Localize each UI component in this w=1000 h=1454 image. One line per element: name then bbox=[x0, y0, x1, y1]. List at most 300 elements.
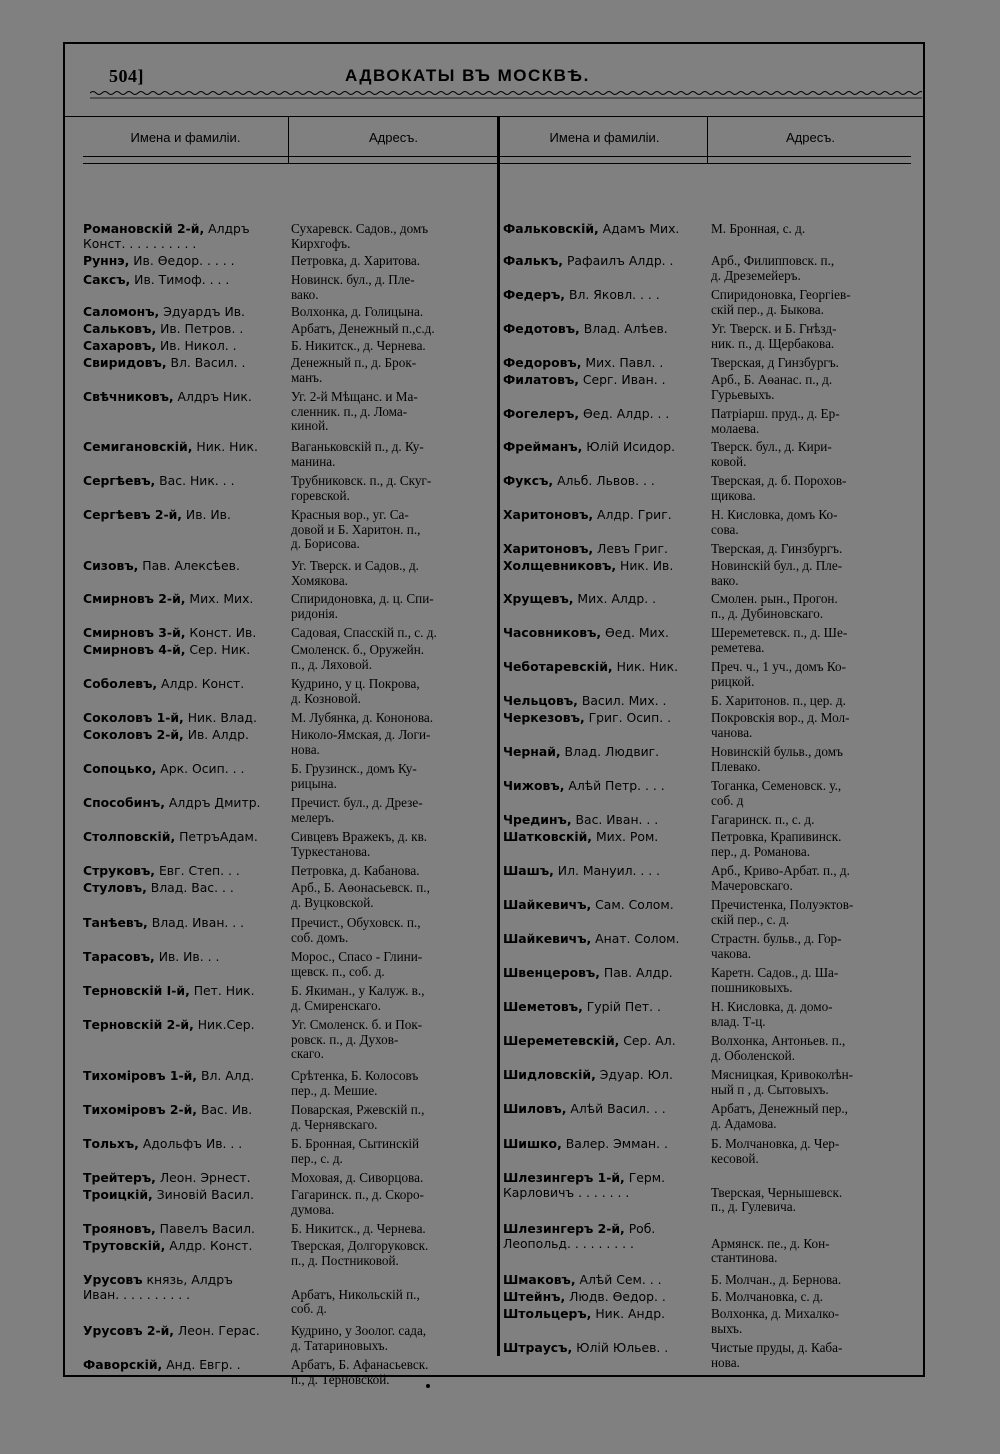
given-names: Алдръ Дмитр. bbox=[164, 795, 261, 810]
left-entry-name bbox=[83, 1273, 233, 1302]
surname: Сизовъ, bbox=[83, 558, 139, 573]
given-names: Влад. Алѣев. bbox=[579, 321, 668, 336]
address-line: Б. Бронная, Сытинскій bbox=[291, 1136, 420, 1151]
left-entry-address bbox=[291, 322, 435, 337]
given-names: Альб. Львов. . . bbox=[553, 473, 655, 488]
left-entry-address bbox=[291, 762, 417, 791]
given-names: Алдр. Григ. bbox=[593, 507, 672, 522]
given-names-continued: Карловичъ . . . . . . . bbox=[503, 1184, 630, 1200]
address-line: Арб., Б. Аѳонасьевск. п., bbox=[291, 880, 430, 895]
given-names: Ив. Өедор. . . . . bbox=[129, 253, 235, 268]
address-line: сленник. п., д. Лома- bbox=[291, 403, 408, 419]
left-entry-name bbox=[83, 984, 255, 999]
address-line: Петровка, Крапивинск. bbox=[711, 829, 842, 844]
address-line: вако. bbox=[291, 286, 319, 302]
address-line: киной. bbox=[291, 418, 329, 433]
address-line: д. Адамова. bbox=[711, 1115, 777, 1131]
address-line: Арб., Филипповск. п., bbox=[711, 253, 835, 268]
address-line: соб. домъ. bbox=[291, 929, 349, 945]
address-line: Моховая, д. Сиворцова. bbox=[291, 1170, 424, 1185]
left-entry-address bbox=[291, 796, 423, 825]
right-entry-address bbox=[711, 626, 847, 655]
right-entry-name bbox=[503, 898, 674, 913]
given-names: Алдръ bbox=[204, 221, 250, 236]
address-line: Гагаринск. п., с. д. bbox=[711, 812, 815, 827]
left-entry-name bbox=[83, 474, 235, 489]
column-header-names-left: Имена и фамиліи. bbox=[130, 130, 241, 145]
left-entry-name bbox=[83, 440, 258, 455]
left-entry-address bbox=[291, 1069, 418, 1098]
right-entry-name bbox=[503, 745, 659, 760]
given-names: Мих. Ром. bbox=[592, 829, 659, 844]
right-entry-address bbox=[711, 559, 842, 588]
left-entry-address bbox=[291, 728, 430, 757]
right-entry-name bbox=[503, 440, 675, 455]
left-entry-address bbox=[291, 1324, 426, 1353]
address-line: мелеръ. bbox=[291, 809, 335, 825]
page-header bbox=[65, 44, 923, 116]
right-entry-name bbox=[503, 966, 673, 981]
address-line: щевск. п., соб. д. bbox=[291, 963, 385, 979]
address-line: Армянск. пе., д. Кон- bbox=[711, 1235, 830, 1251]
given-names: Серг. Иван. . bbox=[578, 372, 666, 387]
address-line: Б. Якиман., у Калуж. в., bbox=[291, 983, 425, 998]
left-entry-name bbox=[83, 339, 237, 354]
given-names-continued: Конст. . . . . . . . . . bbox=[83, 235, 197, 251]
address-line: Пречистенка, Полуэктов- bbox=[711, 897, 854, 912]
right-entry-name bbox=[503, 373, 666, 388]
surname: Шлезингеръ 2-й, bbox=[503, 1221, 625, 1236]
address-line: д. Татариновыхъ. bbox=[291, 1337, 388, 1353]
left-entry-name bbox=[83, 254, 235, 269]
surname: Штольцеръ, bbox=[503, 1306, 592, 1321]
surname: Фалькъ, bbox=[503, 253, 563, 268]
address-line: п., д. Гулевича. bbox=[711, 1199, 796, 1214]
address-line: Покровскія вор., д. Мол- bbox=[711, 710, 850, 725]
surname: Столповскій, bbox=[83, 829, 176, 844]
left-entry-name bbox=[83, 1222, 255, 1237]
left-entry-address bbox=[291, 1137, 419, 1166]
address-line: Б. Молчан., д. Бернова. bbox=[711, 1272, 842, 1287]
address-line: ковой. bbox=[711, 453, 747, 469]
given-names: Ив. Никол. . bbox=[156, 338, 237, 353]
surname: Шереметевскій, bbox=[503, 1033, 620, 1048]
right-entry-name bbox=[503, 222, 679, 237]
address-line: Б. Молчановка, с. д. bbox=[711, 1289, 824, 1304]
surname: Шмаковъ, bbox=[503, 1272, 576, 1287]
surname: Шайкевичъ, bbox=[503, 931, 592, 946]
address-line: п., д. Постниковой. bbox=[291, 1252, 399, 1268]
right-entry-address bbox=[711, 779, 841, 808]
surname: Трояновъ, bbox=[83, 1221, 156, 1236]
given-names: Зиновій Васил. bbox=[152, 1187, 254, 1202]
given-names: Леон. Герас. bbox=[173, 1323, 260, 1338]
address-line: скій пер., д. Быкова. bbox=[711, 301, 824, 317]
left-entry-address bbox=[291, 1188, 424, 1217]
address-line: пер., с. д. bbox=[291, 1150, 343, 1166]
surname: Чеботаревскій, bbox=[503, 659, 613, 674]
right-entry-name bbox=[503, 1341, 668, 1356]
right-entry-address bbox=[711, 1068, 853, 1097]
print-speck bbox=[426, 1384, 430, 1388]
address-line: Туркестанова. bbox=[291, 843, 371, 859]
right-entry-address bbox=[711, 898, 853, 927]
address-line: п., д. Дубиновскаго. bbox=[711, 605, 824, 621]
left-entry-name bbox=[83, 273, 229, 288]
surname: Харитоновъ, bbox=[503, 541, 594, 556]
given-names: Вл. Алд. bbox=[197, 1068, 255, 1083]
address-line: Тверск. бул., д. Кири- bbox=[711, 439, 832, 454]
left-entry-name bbox=[83, 830, 258, 845]
surname: Шишко, bbox=[503, 1136, 562, 1151]
address-line: Морос., Спасо - Глини- bbox=[291, 949, 423, 964]
given-names: Ив. Ив. bbox=[181, 507, 231, 522]
left-entry-address bbox=[291, 1171, 423, 1186]
address-line: Арб., Б. Аѳанас. п., д. bbox=[711, 372, 833, 387]
page-frame bbox=[63, 42, 925, 1387]
given-names: Юлій Юльев. . bbox=[572, 1340, 669, 1355]
surname: Чернай, bbox=[503, 744, 561, 759]
address-line: Смоленск. б., Оружейн. bbox=[291, 642, 425, 657]
left-entry-address bbox=[291, 916, 421, 945]
left-entry-address bbox=[291, 626, 437, 641]
right-entry-name bbox=[503, 1102, 666, 1117]
address-line: Новинск. бул., д. Пле- bbox=[291, 272, 415, 287]
right-entry-address bbox=[711, 1290, 823, 1305]
surname: Часовниковъ, bbox=[503, 625, 602, 640]
given-names: Вас. Иван. . . bbox=[571, 812, 659, 827]
right-entry-address bbox=[711, 1341, 842, 1370]
address-line: Б. Никитск., д. Чернева. bbox=[291, 1221, 426, 1236]
left-entry-address bbox=[291, 474, 431, 503]
wavy-rule bbox=[90, 90, 922, 100]
address-line: соб. д bbox=[711, 792, 744, 808]
left-entry-address bbox=[291, 390, 418, 434]
address-line: Уг. Смоленск. б. и Пок- bbox=[291, 1017, 423, 1032]
given-names: Вл. Васил. . bbox=[166, 355, 246, 370]
address-line: Плевако. bbox=[711, 758, 761, 774]
surname: Саломонъ, bbox=[83, 304, 160, 319]
surname: Руннэ, bbox=[83, 253, 130, 268]
given-names: Эдуардъ Ив. bbox=[159, 304, 245, 319]
left-entry-address bbox=[291, 711, 433, 726]
right-entry-address bbox=[711, 660, 846, 689]
given-names: Арк. Осип. . . bbox=[156, 761, 245, 776]
right-entry-address bbox=[711, 1000, 833, 1029]
left-entry-name bbox=[83, 711, 257, 726]
surname: Чрединъ, bbox=[503, 812, 572, 827]
address-line: Волхонка, д. Голицына. bbox=[291, 304, 424, 319]
right-entry-name bbox=[503, 626, 669, 641]
left-entry-address bbox=[291, 222, 428, 251]
right-entry-name bbox=[503, 254, 674, 269]
left-entry-name bbox=[83, 356, 245, 371]
surname: Сопоцько, bbox=[83, 761, 157, 776]
given-names: Григ. Осип. . bbox=[584, 710, 672, 725]
address-line: Б. Никитск., д. Чернева. bbox=[291, 338, 426, 353]
left-entry-name bbox=[83, 1069, 254, 1084]
address-line: вако. bbox=[711, 572, 739, 588]
address-line: Патріарш. пруд., д. Ер- bbox=[711, 406, 840, 421]
address-line: Гагаринск. п., д. Скоро- bbox=[291, 1187, 424, 1202]
given-names: Людв. Өедор. . bbox=[565, 1289, 666, 1304]
given-names: Вас. Ив. bbox=[197, 1102, 253, 1117]
address-line: Спиридоновка, д. ц. Спи- bbox=[291, 591, 434, 606]
right-entry-name bbox=[503, 322, 668, 337]
surname: Способинъ, bbox=[83, 795, 165, 810]
given-names: Мих. Алдр. . bbox=[573, 591, 657, 606]
column-header-address-left: Адресъ. bbox=[369, 130, 418, 145]
address-line: д. Чернявскаго. bbox=[291, 1116, 378, 1132]
surname: Тарасовъ, bbox=[83, 949, 155, 964]
address-line: М. Бронная, с. д. bbox=[711, 221, 806, 236]
surname: Фуксъ, bbox=[503, 473, 554, 488]
surname: Чижовъ, bbox=[503, 778, 565, 793]
surname: Шиловъ, bbox=[503, 1101, 567, 1116]
address-line: Арбатъ, Денежный п.,с.д. bbox=[291, 321, 435, 336]
given-names: Вл. Яковл. . . . bbox=[565, 287, 660, 302]
left-entry-address bbox=[291, 508, 420, 552]
center-column-divider bbox=[497, 116, 500, 1356]
right-entry-address bbox=[711, 1273, 841, 1288]
right-entry-name bbox=[503, 1000, 661, 1015]
given-names: Влад. Вас. . . bbox=[146, 880, 234, 895]
surname: Соболевъ, bbox=[83, 676, 158, 691]
left-entry-address bbox=[291, 830, 427, 859]
address-line bbox=[291, 1272, 294, 1287]
right-entry-name bbox=[503, 864, 660, 879]
surname: Филатовъ, bbox=[503, 372, 579, 387]
address-line: д. Оболенской. bbox=[711, 1047, 795, 1063]
address-line: п., д. Ляховой. bbox=[291, 656, 373, 672]
address-line: Тверская, д. Гинзбургъ. bbox=[711, 541, 843, 556]
address-line: Уг. Тверск. и Б. Гнѣзд- bbox=[711, 321, 837, 336]
address-line: Сивцевъ Вражекъ, д. кв. bbox=[291, 829, 428, 844]
given-names: Ник. Влад. bbox=[183, 710, 257, 725]
surname: Сальковъ, bbox=[83, 321, 157, 336]
right-entry-name bbox=[503, 1222, 655, 1251]
address-line: Арб., Криво-Арбат. п., д. bbox=[711, 863, 850, 878]
left-entry-address bbox=[291, 559, 419, 588]
surname: Шеметовъ, bbox=[503, 999, 583, 1014]
address-line: горевской. bbox=[291, 487, 350, 503]
address-line: кесовой. bbox=[711, 1150, 759, 1166]
right-entry-address bbox=[711, 1222, 830, 1266]
address-line: рицына. bbox=[291, 775, 337, 791]
right-entry-address bbox=[711, 830, 841, 859]
address-line: Шереметевск. п., д. Ше- bbox=[711, 625, 848, 640]
address-line: Мясницкая, Кривоколѣн- bbox=[711, 1067, 854, 1082]
left-entry-name bbox=[83, 1239, 252, 1254]
given-names: Вас. Ник. . . bbox=[155, 473, 235, 488]
surname: Тольхъ, bbox=[83, 1136, 139, 1151]
surname: Свиридовъ, bbox=[83, 355, 167, 370]
right-entry-address bbox=[711, 864, 850, 893]
right-entry-name bbox=[503, 1307, 665, 1322]
surname: Соколовъ 2-й, bbox=[83, 727, 184, 742]
address-line: рицкой. bbox=[711, 673, 755, 689]
address-line: Тверская, д. б. Порохов- bbox=[711, 473, 847, 488]
given-names: Ил. Мануил. . . . bbox=[553, 863, 661, 878]
left-entry-name bbox=[83, 305, 245, 320]
address-line: чанова. bbox=[711, 724, 753, 740]
address-line: Страстн. бульв., д. Гор- bbox=[711, 931, 842, 946]
right-entry-address bbox=[711, 932, 842, 961]
surname: Штейнъ, bbox=[503, 1289, 566, 1304]
surname: Смирновъ 2-й, bbox=[83, 591, 186, 606]
left-entry-address bbox=[291, 440, 424, 469]
surname: Тихоміровъ 2-й, bbox=[83, 1102, 198, 1117]
address-line: сова. bbox=[711, 521, 739, 537]
address-line: Арбатъ, Никольскій п., bbox=[291, 1286, 420, 1302]
address-line: Тверская, д Гинзбургъ. bbox=[711, 355, 839, 370]
address-line: д. Козновой. bbox=[291, 690, 361, 706]
left-entry-name bbox=[83, 1137, 242, 1152]
address-line: довой и Б. Харитон. п., bbox=[291, 521, 421, 537]
right-entry-address bbox=[711, 813, 814, 828]
address-line: ровск. п., д. Духов- bbox=[291, 1031, 399, 1047]
surname: Штраусъ, bbox=[503, 1340, 573, 1355]
surname: Семигановскій, bbox=[83, 439, 193, 454]
left-entry-name bbox=[83, 728, 249, 743]
given-names: Павелъ Васил. bbox=[155, 1221, 255, 1236]
right-entry-name bbox=[503, 559, 673, 574]
left-entry-name bbox=[83, 1188, 254, 1203]
address-line: Мачеровскаго. bbox=[711, 877, 793, 893]
surname: Троицкій, bbox=[83, 1187, 153, 1202]
right-entry-address bbox=[711, 1102, 848, 1131]
given-names: Евг. Степ. . . bbox=[155, 863, 240, 878]
address-line bbox=[711, 1221, 714, 1236]
left-entry-name bbox=[83, 916, 244, 931]
address-line: Н. Кисловка, д. домо- bbox=[711, 999, 833, 1014]
given-names: Анат. Солом. bbox=[591, 931, 680, 946]
surname: Стуловъ, bbox=[83, 880, 147, 895]
address-line: ник. п., д. Щербакова. bbox=[711, 335, 835, 351]
address-line: Уг. Тверск. и Садов., д. bbox=[291, 558, 419, 573]
address-line: Преч. ч., 1 уч., домъ Ко- bbox=[711, 659, 847, 674]
given-names: Өед. Алдр. . . bbox=[579, 406, 670, 421]
left-entry-address bbox=[291, 305, 423, 320]
page-number: 504] bbox=[109, 66, 144, 86]
surname: Шидловскій, bbox=[503, 1067, 596, 1082]
right-entry-name bbox=[503, 932, 679, 947]
column-header-names-right: Имена и фамиліи. bbox=[549, 130, 660, 145]
given-names: Гурій Пет. . bbox=[582, 999, 661, 1014]
address-line: Пречист., Обуховск. п., bbox=[291, 915, 421, 930]
left-entry-address bbox=[291, 1222, 426, 1237]
surname: Федеръ, bbox=[503, 287, 565, 302]
given-names: Ив. Тимоф. . . . bbox=[130, 272, 230, 287]
address-line: Уг. 2-й Мѣщанс. и Ма- bbox=[291, 389, 418, 404]
surname: Смирновъ 4-й, bbox=[83, 642, 186, 657]
address-line: манина. bbox=[291, 453, 336, 469]
given-names: Алѣй Петр. . . . bbox=[564, 778, 665, 793]
given-names: Мих. Мих. bbox=[185, 591, 254, 606]
left-entry-name bbox=[83, 762, 244, 777]
address-line: Тверская, Чернышевск. bbox=[711, 1184, 843, 1200]
left-entry-address bbox=[291, 356, 416, 385]
surname: Фогелеръ, bbox=[503, 406, 580, 421]
left-entry-name bbox=[83, 322, 243, 337]
address-line: манъ. bbox=[291, 369, 323, 385]
address-line: д. Смиренскаго. bbox=[291, 997, 381, 1013]
given-names: Сер. Ник. bbox=[185, 642, 251, 657]
address-line: Б. Молчановка, д. Чер- bbox=[711, 1136, 840, 1151]
surname: Шатковскій, bbox=[503, 829, 593, 844]
right-entry-name bbox=[503, 694, 666, 709]
given-names: Ив. Ив. . . bbox=[154, 949, 220, 964]
given-names: Ник. Ник. bbox=[612, 659, 679, 674]
address-line: молаева. bbox=[711, 420, 760, 436]
page-title: АДВОКАТЫ ВЪ МОСКВѢ. bbox=[345, 66, 590, 85]
given-names: Пет. Ник. bbox=[189, 983, 255, 998]
left-entry-name bbox=[83, 677, 244, 692]
surname: Саксъ, bbox=[83, 272, 131, 287]
given-names: Алѣй Васил. . . bbox=[566, 1101, 666, 1116]
address-line: д. Вуцковской. bbox=[291, 894, 374, 910]
address-line: Красныя вор., уг. Са- bbox=[291, 507, 409, 522]
right-entry-address bbox=[711, 407, 840, 436]
right-entry-name bbox=[503, 542, 668, 557]
address-line: скій пер., с. д. bbox=[711, 911, 790, 927]
right-entry-address bbox=[711, 322, 836, 351]
right-entry-name bbox=[503, 508, 672, 523]
right-entry-name bbox=[503, 1068, 673, 1083]
address-line: влад. Т-ц. bbox=[711, 1013, 766, 1029]
right-entry-name bbox=[503, 288, 660, 303]
surname: Швенцеровъ, bbox=[503, 965, 600, 980]
right-entry-address bbox=[711, 288, 851, 317]
right-entry-name bbox=[503, 407, 669, 422]
surname: Чельцовъ, bbox=[503, 693, 578, 708]
left-entry-name bbox=[83, 1103, 252, 1118]
left-entry-address bbox=[291, 273, 415, 302]
right-entry-address bbox=[711, 254, 834, 283]
left-entry-name bbox=[83, 626, 256, 641]
surname: Романовскій 2-й, bbox=[83, 221, 205, 236]
given-names: Ник. Ив. bbox=[616, 558, 674, 573]
right-entry-name bbox=[503, 1171, 665, 1200]
right-entry-name bbox=[503, 711, 671, 726]
given-names: Ник. Андр. bbox=[591, 1306, 666, 1321]
address-line: Поварская, Ржевскій п., bbox=[291, 1102, 425, 1117]
surname: Сахаровъ, bbox=[83, 338, 157, 353]
surname: Терновскій 2-й, bbox=[83, 1017, 194, 1032]
given-names: Алдръ Ник. bbox=[173, 389, 252, 404]
left-entry-address bbox=[291, 1239, 428, 1268]
address-line: Каретн. Садов., д. Ша- bbox=[711, 965, 839, 980]
surname: Терновскій І-й, bbox=[83, 983, 190, 998]
left-entry-name bbox=[83, 1324, 260, 1339]
right-entry-name bbox=[503, 592, 656, 607]
given-names: Ив. Алдр. bbox=[183, 727, 249, 742]
left-entry-name bbox=[83, 508, 231, 523]
given-names: Герм. bbox=[624, 1170, 666, 1185]
left-entry-name bbox=[83, 881, 234, 896]
column-divider bbox=[288, 116, 289, 164]
left-entry-address bbox=[291, 1103, 424, 1132]
surname: Трутовскій, bbox=[83, 1238, 166, 1253]
left-entry-name bbox=[83, 390, 252, 405]
right-entry-address bbox=[711, 592, 838, 621]
address-line: Пречист. бул., д. Дрезе- bbox=[291, 795, 423, 810]
left-entry-name bbox=[83, 1018, 255, 1033]
surname: Федотовъ, bbox=[503, 321, 580, 336]
surname: Шашъ, bbox=[503, 863, 554, 878]
left-entry-address bbox=[291, 984, 425, 1013]
address-line: щикова. bbox=[711, 487, 756, 503]
